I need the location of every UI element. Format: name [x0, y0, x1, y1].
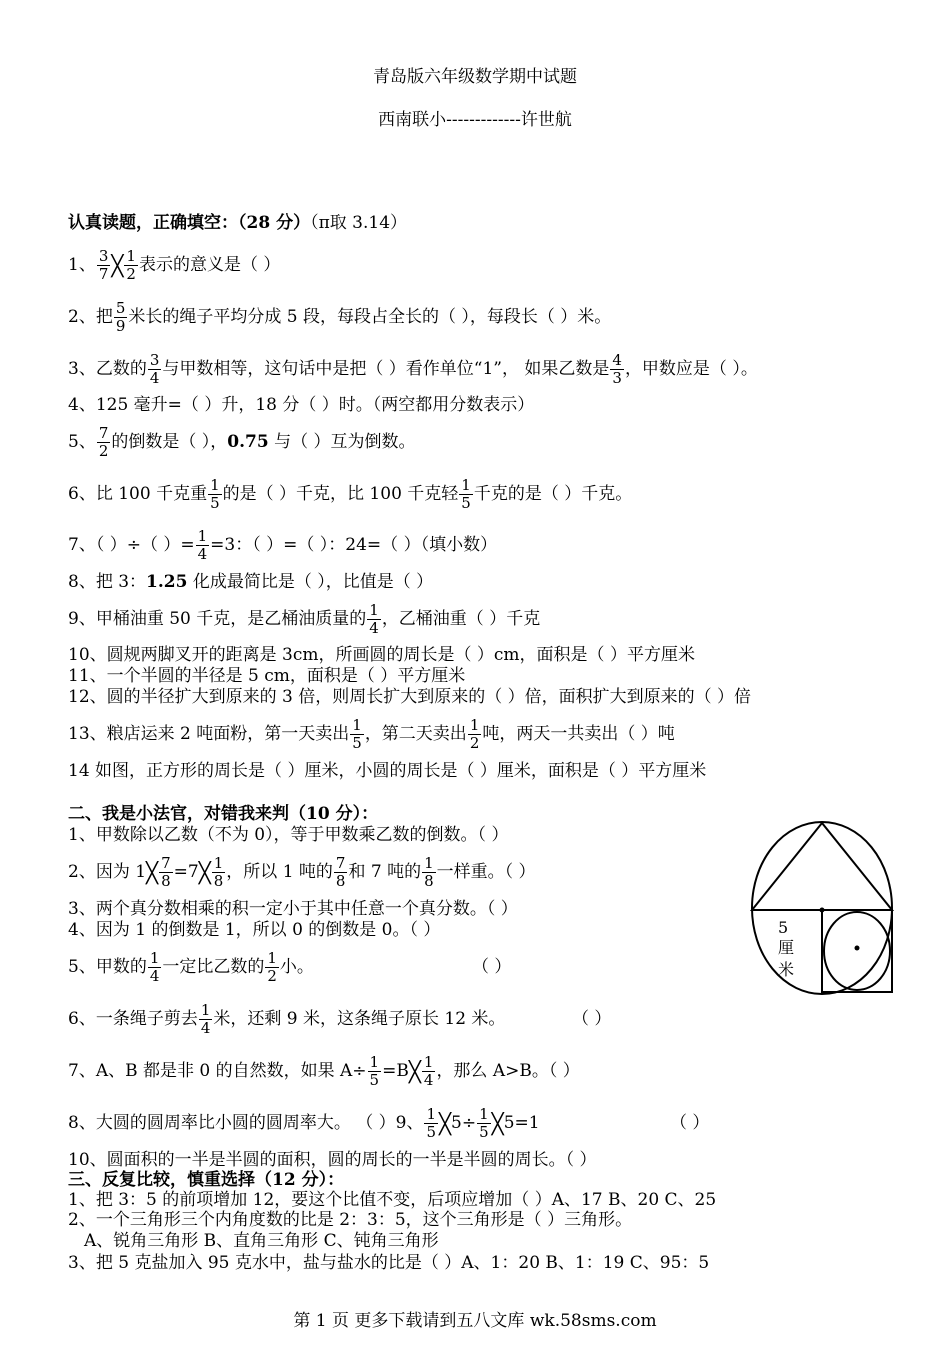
s1-q5: 5、 $\frac{7}{2}$ 的倒数是（ ），0.75 与（ ）互为倒数。 — [68, 424, 416, 460]
s1-q1: 1、 $\frac{3}{7}$ ╳ $\frac{1}{2}$ 表示的意义是（ ） — [68, 247, 281, 283]
s1-q10: 10、圆规两脚叉开的距离是 3cm，所画圆的周长是（ ）cm，面积是（ ）平方厘米 — [68, 645, 695, 665]
section1-heading: 认真读题，正确填空：（28 分）（π取 3.14） — [68, 213, 408, 233]
s2-q5-answer-paren: （ ） — [472, 957, 512, 977]
s2-q5: 5、甲数的 $\frac{1}{4}$ 一定比乙数的 $\frac{1}{2}$ 小。 — [68, 949, 314, 985]
s1-q9: 9、甲桶油重 50 千克，是乙桶油质量的 $\frac{1}{4}$ ，乙桶油重（ ）千克 — [68, 601, 541, 637]
section2-heading: 二、我是小法官，对错我来判（10 分）： — [68, 804, 379, 824]
radius-label: 5 — [778, 918, 789, 937]
s1-q12: 12、圆的半径扩大到原来的 3 倍，则周长扩大到原来的（ ）倍，面积扩大到原来的（ ）倍 — [68, 687, 752, 707]
small-circle — [824, 912, 890, 990]
document-subtitle: 西南联小-------------许世航 — [378, 110, 572, 130]
s2-q4: 4、因为 1 的倒数是 1，所以 0 的倒数是 0。（ ） — [68, 920, 441, 940]
multiply-icon: ╳ — [408, 1059, 421, 1084]
s2-q8-q9: 8、大圆的圆周率比小圆的圆周率大。 （ ）9、 $\frac{1}{5}$ ╳5÷ $\frac{1}{5}$ ╳5=1 — [68, 1105, 540, 1141]
s1-q11: 11、一个半圆的半径是 5 cm，面积是（ ）平方厘米 — [68, 666, 466, 686]
s2-q6: 6、一条绳子剪去 $\frac{1}{4}$ 米，还剩 9 米，这条绳子原长 12 米。 — [68, 1001, 506, 1037]
multiply-icon: ╳ — [111, 253, 124, 278]
multiply-icon: ╳ — [439, 1111, 452, 1136]
multiply-icon: ╳ — [491, 1111, 504, 1136]
s3-q2: 2、一个三角形三个内角度数的比是 2：3：5，这个三角形是（ ）三角形。 — [68, 1210, 633, 1230]
s2-q9-answer-paren: （ ） — [670, 1113, 710, 1133]
s2-q1: 1、甲数除以乙数（不为 0），等于甲数乘乙数的倒数。（ ） — [68, 825, 509, 845]
multiply-icon: ╳ — [146, 860, 159, 885]
vertex-dot — [820, 908, 825, 913]
square — [822, 910, 892, 992]
s3-q2-options: A、锐角三角形 B、直角三角形 C、钝角三角形 — [84, 1231, 439, 1251]
s1-q4: 4、125 毫升=（ ）升，18 分（ ）时。（两空都用分数表示） — [68, 395, 535, 415]
s2-q6-answer-paren: （ ） — [572, 1009, 612, 1029]
center-dot — [855, 946, 860, 951]
multiply-icon: ╳ — [198, 860, 211, 885]
s2-q7: 7、A、B 都是非 0 的自然数，如果 A÷ $\frac{1}{5}$ =B╳ $\frac{1}{4}$ ，那么 A>B。（ ） — [68, 1053, 580, 1089]
s1-q3: 3、乙数的 $\frac{3}{4}$ 与甲数相等，这句话中是把（ ）看作单位“1”， 如果乙数是 $\frac{4}{3}$ ，甲数应是（ ）。 — [68, 351, 758, 387]
radius-unit-label-2: 米 — [778, 960, 795, 979]
s2-q10: 10、圆面积的一半是半圆的面积，圆的周长的一半是半圆的周长。（ ） — [68, 1150, 597, 1170]
section3-heading: 三、反复比较，慎重选择（12 分）： — [68, 1170, 345, 1190]
document-title: 青岛版六年级数学期中试题 — [373, 67, 577, 87]
s1-q14: 14 如图，正方形的周长是（ ）厘米，小圆的周长是（ ）厘米，面积是（ ）平方厘米 — [68, 761, 707, 781]
triangle — [752, 823, 892, 910]
s2-q3: 3、两个真分数相乘的积一定小于其中任意一个真分数。（ ） — [68, 899, 518, 919]
s1-q8: 8、把 3：1.25 化成最简比是（ ），比值是（ ） — [68, 572, 434, 592]
s1-q7: 7、（ ）÷（ ）= $\frac{1}{4}$ =3：（ ）=（ ）：24=（ ）（填小数） — [68, 527, 498, 563]
s2-q2: 2、因为 1╳ $\frac{7}{8}$ =7╳ $\frac{1}{8}$ ，所以 1 吨的 $\frac{7}{8}$ 和 7 吨的 $\frac{1}{8}$ 一样重。（ ） — [68, 854, 536, 890]
s3-q1: 1、把 3：5 的前项增加 12，要这个比值不变，后项应增加（ ）A、17 B、20 C、25 — [68, 1190, 717, 1210]
s1-q2: 2、把 $\frac{5}{9}$ 米长的绳子平均分成 5 段，每段占全长的（ ），每段长（ ）米。 — [68, 299, 612, 335]
geometry-figure — [748, 812, 898, 997]
s3-q3: 3、把 5 克盐加入 95 克水中，盐与盐水的比是（ ）A、1：20 B、1：19 C、95：5 — [68, 1253, 710, 1273]
radius-unit-label-1: 厘 — [778, 938, 795, 957]
s1-q13: 13、粮店运来 2 吨面粉，第一天卖出 $\frac{1}{5}$ ，第二天卖出 $\frac{1}{2}$ 吨，两天一共卖出（ ）吨 — [68, 716, 675, 752]
page-footer: 第 1 页 更多下载请到五八文库 wk.58sms.com — [293, 1311, 657, 1331]
s1-q6: 6、比 100 千克重 $\frac{1}{5}$ 的是（ ）千克，比 100 千克轻 $\frac{1}{5}$ 千克的是（ ）千克。 — [68, 476, 633, 512]
